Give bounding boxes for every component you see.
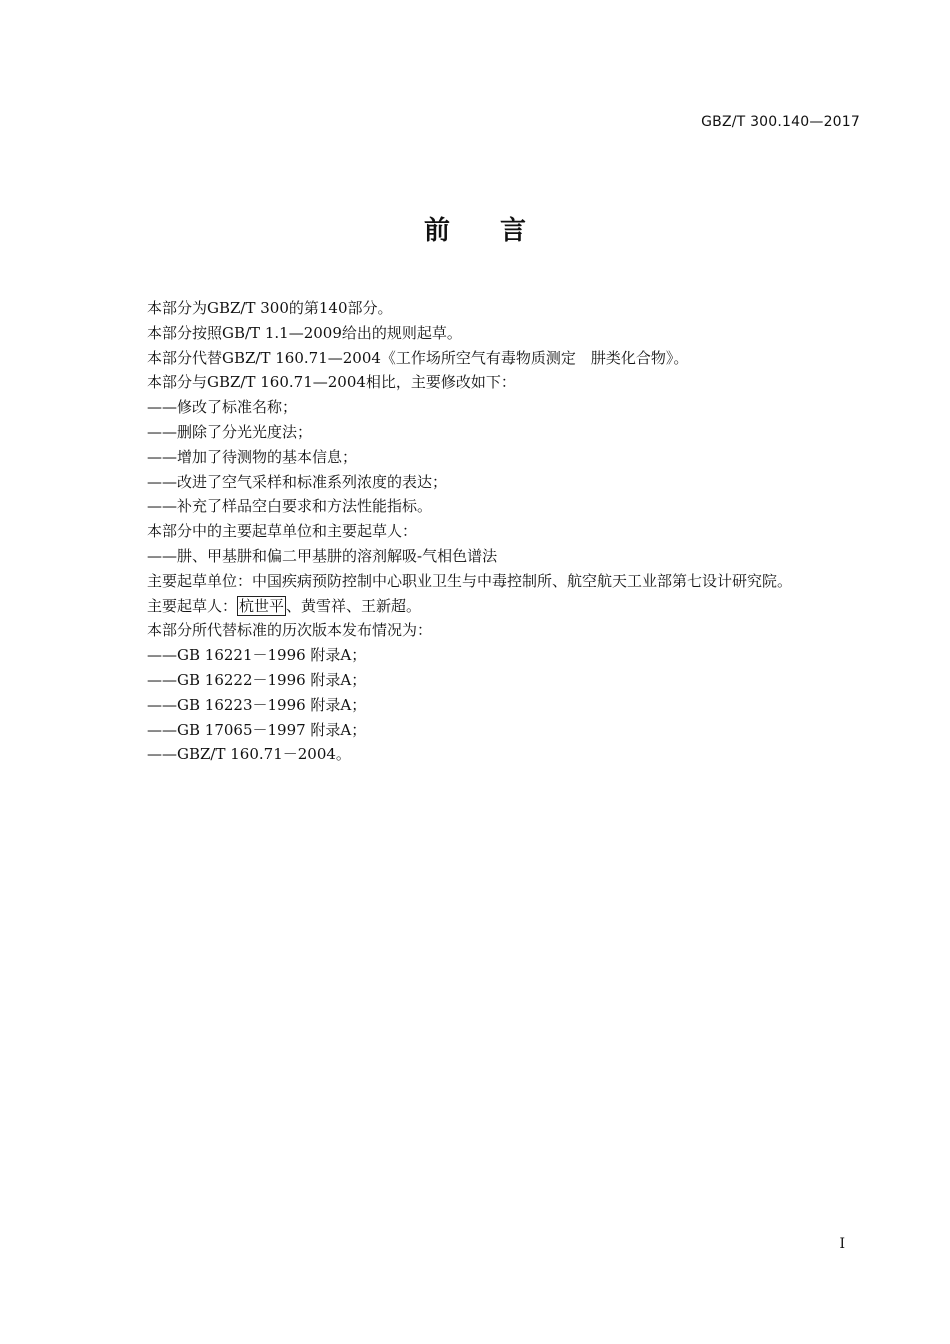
history-item: ——GB 16223－1996 附录A； <box>147 695 367 714</box>
page-title: 前言 <box>423 216 576 246</box>
page-number: I <box>839 1236 845 1252</box>
standard-code: GBZ/T 300.140—2017 <box>701 114 860 130</box>
paragraph-drafters-intro: 本部分中的主要起草单位和主要起草人： <box>147 522 418 541</box>
paragraph-part-number: 本部分为GBZ/T 300的第140部分。 <box>147 299 393 317</box>
paragraph-drafting-rule: 本部分按照GB/T 1.1—2009给出的规则起草。 <box>147 323 462 342</box>
change-item: ——增加了待测物的基本信息； <box>147 447 358 466</box>
change-item: ——改进了空气采样和标准系列浓度的表达； <box>147 472 448 491</box>
paragraph-changes-intro: 本部分与GBZ/T 160.71—2004相比，主要修改如下： <box>147 373 516 392</box>
foreword-body <box>147 296 867 767</box>
history-item: ——GB 16222－1996 附录A； <box>147 670 367 689</box>
change-item: ——删除了分光光度法； <box>147 422 313 441</box>
history-item: ——GB 17065－1997 附录A； <box>147 720 367 739</box>
highlighted-drafter-name: 杭世平 <box>239 596 285 615</box>
method-item: ——肼、甲基肼和偏二甲基肼的溶剂解吸-气相色谱法 <box>147 546 498 565</box>
history-item: ——GB 16221－1996 附录A； <box>147 646 367 665</box>
paragraph-replaces: 本部分代替GBZ/T 160.71—2004《工作场所空气有毒物质测定 肼类化合物》。 <box>147 348 689 367</box>
change-item: ——补充了样品空白要求和方法性能指标。 <box>147 497 433 516</box>
history-item: ——GBZ/T 160.71－2004。 <box>147 745 351 764</box>
drafters-rest: 、黄雪祥、王新超。 <box>286 596 422 615</box>
change-item: ——修改了标准名称； <box>147 398 298 417</box>
paragraph-history-intro: 本部分所代替标准的历次版本发布情况为： <box>147 621 433 640</box>
paragraph-drafting-units: 主要起草单位：中国疾病预防控制中心职业卫生与中毒控制所、航空航天工业部第七设计研究院。 <box>147 571 793 590</box>
drafters-prefix: 主要起草人： <box>147 596 238 615</box>
paragraph-drafters <box>147 594 867 619</box>
